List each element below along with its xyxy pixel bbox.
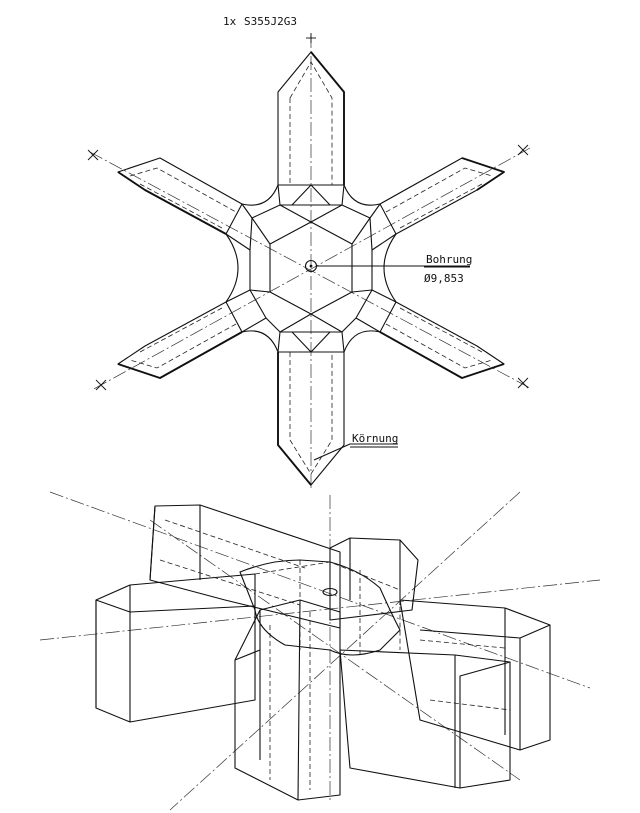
- bore-diameter: Ø9,853: [424, 272, 464, 285]
- grain-annotation: [314, 432, 398, 460]
- bore-label: Bohrung: [426, 253, 473, 266]
- material-label: S355J2G3: [244, 15, 297, 28]
- grain-label: Körnung: [352, 432, 399, 445]
- iso-center-lines: [40, 492, 600, 810]
- top-view: [88, 33, 530, 490]
- quantity-label: 1x: [223, 15, 237, 28]
- isometric-view: [40, 492, 600, 810]
- bore-annotation: [317, 253, 472, 285]
